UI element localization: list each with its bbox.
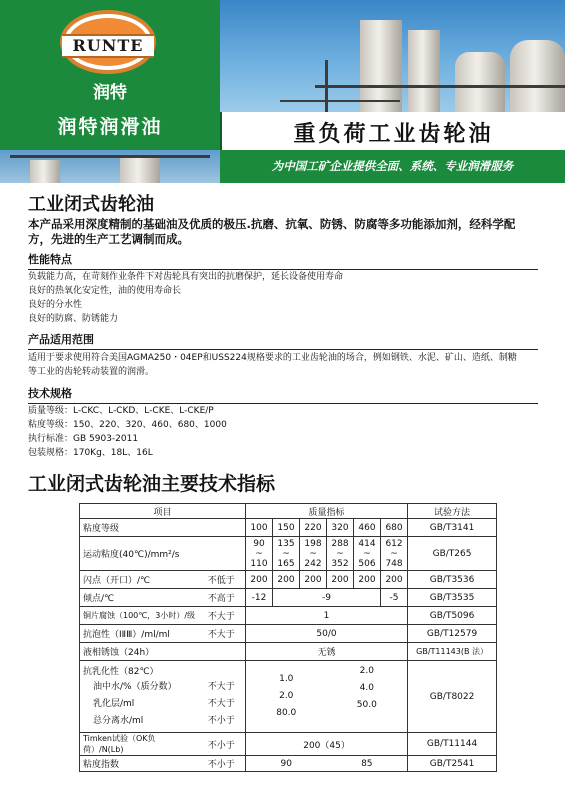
row-label: 粘度指数 xyxy=(80,756,198,772)
row-label: 铜片腐蚀（100℃，3小时）/级 xyxy=(80,607,198,625)
value-cell: 200 xyxy=(354,571,381,589)
value-cell: 1 xyxy=(246,607,408,625)
table-row xyxy=(80,589,497,607)
method-cell: GB/T8022 xyxy=(408,661,497,733)
visc-cell: 198 ~ 242 xyxy=(300,537,327,571)
table-row xyxy=(80,571,497,589)
value-cell: 90 xyxy=(246,756,327,772)
product-intro xyxy=(28,217,540,247)
row-label: 闪点（开口）/℃ xyxy=(80,571,198,589)
method-cell: GB/T265 xyxy=(408,537,497,571)
emulsion-values-b: 2.0 4.0 50.0 xyxy=(327,661,408,733)
performance-list xyxy=(28,270,540,326)
header-quality: 质量指标 xyxy=(246,504,408,519)
list-item: 包装规格：170Kg、18L、16L xyxy=(28,448,153,458)
list-item: 执行标准：GB 5903-2011 xyxy=(28,434,139,444)
intro-line-1: 本产品采用深度精制的基础油及优质的极压.抗磨、抗氧、防锈、防腐等多功能添加剂，经科学配 xyxy=(28,217,516,231)
method-cell: GB/T5096 xyxy=(408,607,497,625)
table-row xyxy=(80,643,497,661)
value-cell: 50/0 xyxy=(246,625,408,643)
subtitle-bar xyxy=(220,150,565,183)
title-bar xyxy=(220,112,565,150)
value-cell: 200 xyxy=(327,571,354,589)
emulsion-limits: 不大于 不大于 不小于 xyxy=(198,661,246,733)
row-label: 液相锈蚀（24h） xyxy=(80,643,246,661)
row-label: Timken试验（OK负荷）/N(Lb) xyxy=(80,733,198,756)
header-item: 项目 xyxy=(80,504,246,519)
grade-cell: 460 xyxy=(354,519,381,537)
value-cell: 85 xyxy=(327,756,408,772)
performance-heading: 性能特点 xyxy=(28,251,538,270)
row-label: 倾点/℃ xyxy=(80,589,198,607)
limit-cell: 不高于 xyxy=(198,589,246,607)
logo-text: RUNTE xyxy=(62,34,154,58)
list-item: 质量等级：L-CKC、L-CKD、L-CKE、L-CKE/P xyxy=(28,406,214,416)
spec-table xyxy=(79,503,497,772)
product-title: 工业闭式齿轮油 xyxy=(28,194,154,215)
grade-cell: 320 xyxy=(327,519,354,537)
table-row xyxy=(80,537,497,571)
visc-cell: 612 ~ 748 xyxy=(381,537,408,571)
method-cell: GB/T2541 xyxy=(408,756,497,772)
brand-panel xyxy=(0,0,220,150)
visc-cell: 288 ~ 352 xyxy=(327,537,354,571)
application-heading: 产品适用范围 xyxy=(28,331,538,350)
limit-cell: 不大于 xyxy=(198,607,246,625)
table-row xyxy=(80,625,497,643)
grade-cell: 150 xyxy=(273,519,300,537)
limit-cell: 不小于 xyxy=(198,733,246,756)
method-cell: GB/T11143(B 法） xyxy=(408,643,497,661)
table-row xyxy=(80,661,497,733)
value-cell: 无锈 xyxy=(246,643,408,661)
visc-cell: 414 ~ 506 xyxy=(354,537,381,571)
method-cell: GB/T12579 xyxy=(408,625,497,643)
value-cell: -12 xyxy=(246,589,273,607)
emulsion-labels: 抗乳化性（82℃） 油中水/%（质分数） 乳化层/ml 总分离水/ml xyxy=(80,661,198,733)
grade-cell: 680 xyxy=(381,519,408,537)
table-row xyxy=(80,756,497,772)
application-line-1: 适用于要求使用符合美国AGMA250・04EP和USS224规格要求的工业齿轮油的场合，例如钢铁、水泥、矿山、造纸、制糖 xyxy=(28,353,517,363)
value-cell: 200 xyxy=(246,571,273,589)
list-item: 良好的防腐、防锈能力 xyxy=(28,314,119,324)
emulsion-values-a: 1.0 2.0 80.0 xyxy=(246,661,327,733)
grade-cell: 100 xyxy=(246,519,273,537)
value-cell: 200 xyxy=(300,571,327,589)
page-title: 重负荷工业齿轮油 xyxy=(293,121,494,147)
table-row xyxy=(80,504,497,519)
limit-cell: 不小于 xyxy=(198,756,246,772)
brand-name-cn: 润特 xyxy=(93,83,127,103)
brand-slogan: 润特润滑油 xyxy=(57,116,163,138)
value-cell: 200 xyxy=(273,571,300,589)
list-item: 负载能力高，在苛刻作业条件下对齿轮具有突出的抗磨保护，延长设备使用寿命 xyxy=(28,272,344,282)
row-label: 抗泡性（ⅠⅡⅢ）/ml/ml xyxy=(80,625,198,643)
method-cell: GB/T3536 xyxy=(408,571,497,589)
visc-cell: 135 ~ 165 xyxy=(273,537,300,571)
value-cell: 200 xyxy=(381,571,408,589)
list-item: 良好的分水性 xyxy=(28,300,83,310)
row-label: 粘度等级 xyxy=(80,519,246,537)
table-row xyxy=(80,607,497,625)
application-line-2: 等工业的齿轮转动装置的润滑。 xyxy=(28,367,155,377)
method-cell: GB/T3141 xyxy=(408,519,497,537)
limit-cell: 不大于 xyxy=(198,625,246,643)
application-text xyxy=(28,351,540,379)
intro-line-2: 方，先进的生产工艺调制而成。 xyxy=(28,232,189,246)
row-label: 运动粘度(40℃)/mm²/s xyxy=(80,537,246,571)
list-item: 粘度等级：150、220、320、460、680、1000 xyxy=(28,420,227,430)
method-cell: GB/T3535 xyxy=(408,589,497,607)
subtitle: 为中国工矿企业提供全面、系统、专业润滑服务 xyxy=(271,159,514,173)
value-cell: -5 xyxy=(381,589,408,607)
table-title: 工业闭式齿轮油主要技术指标 xyxy=(28,473,276,495)
runte-logo xyxy=(60,10,156,74)
specs-heading: 技术规格 xyxy=(28,385,538,404)
value-cell: 200（45） xyxy=(246,733,408,756)
list-item: 良好的热氧化安定性，油的使用寿命长 xyxy=(28,286,182,296)
table-row xyxy=(80,519,497,537)
header-method: 试验方法 xyxy=(408,504,497,519)
page-header xyxy=(0,0,565,183)
value-cell: -9 xyxy=(273,589,381,607)
industrial-photo-strip xyxy=(0,150,220,183)
method-cell: GB/T11144 xyxy=(408,733,497,756)
table-row xyxy=(80,733,497,756)
specs-list xyxy=(28,404,540,460)
grade-cell: 220 xyxy=(300,519,327,537)
limit-cell: 不低于 xyxy=(198,571,246,589)
visc-cell: 90 ~ 110 xyxy=(246,537,273,571)
refinery-photo xyxy=(220,0,565,112)
